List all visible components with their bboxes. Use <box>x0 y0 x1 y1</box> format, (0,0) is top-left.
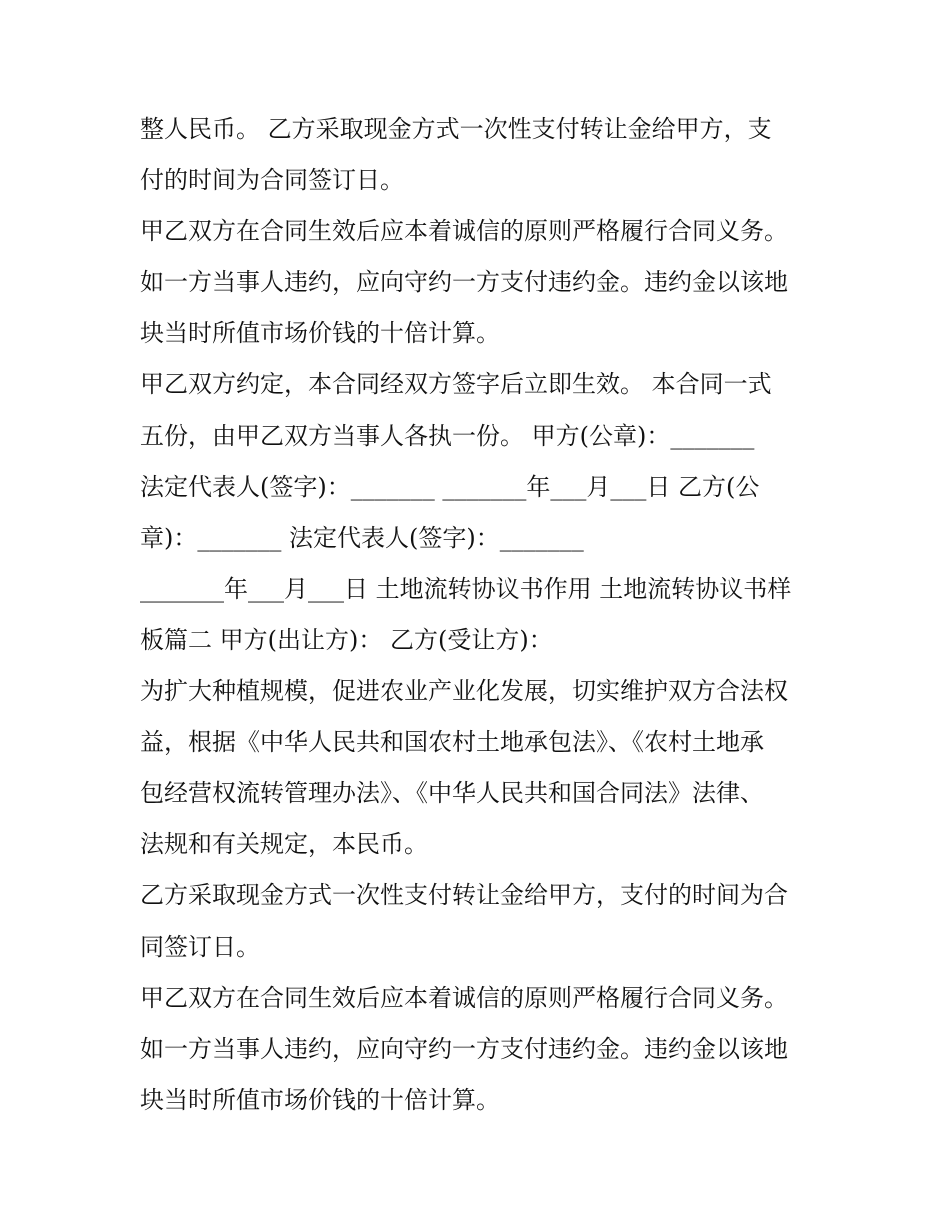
text-line: 板篇二 甲方(出让方)： 乙方(受让方)： <box>140 625 553 654</box>
text-line: 法规和有关规定，本民币。 <box>140 830 428 859</box>
text-line: 块当时所值市场价钱的十倍计算。 <box>140 319 500 348</box>
text-line: 甲乙双方在合同生效后应本着诚信的原则严格履行合同义务。 <box>140 983 788 1012</box>
text-line: 法定代表人(签字)：_______ _______年___月___日 乙方(公 <box>140 472 760 501</box>
text-line: 甲乙双方在合同生效后应本着诚信的原则严格履行合同义务。 <box>140 217 788 246</box>
text-line: 章)：_______ 法定代表人(签字)：_______ <box>140 523 584 552</box>
text-line: 同签订日。 <box>140 932 260 961</box>
text-line: 如一方当事人违约，应向守约一方支付违约金。违约金以该地 <box>140 1034 788 1063</box>
text-line: 包经营权流转管理办法》、《中华人民共和国合同法》法律、 <box>140 779 764 808</box>
text-line: 整人民币。 乙方采取现金方式一次性支付转让金给甲方，支 <box>140 115 772 143</box>
text-line: 为扩大种植规模，促进农业产业化发展，切实维护双方合法权 <box>140 677 788 706</box>
text-line: 乙方采取现金方式一次性支付转让金给甲方，支付的时间为合 <box>140 881 788 910</box>
text-line: 甲乙双方约定，本合同经双方签字后立即生效。 本合同一式 <box>140 370 772 399</box>
document-body <box>140 104 820 1126</box>
text-line: _______年___月___日 土地流转协议书作用 土地流转协议书样 <box>140 574 792 603</box>
text-line: 益，根据《中华人民共和国农村土地承包法》、《农村土地承 <box>140 728 764 757</box>
text-line: 付的时间为合同签订日。 <box>140 166 404 195</box>
text-line: 五份，由甲乙双方当事人各执一份。 甲方(公章)：_______ <box>140 421 755 450</box>
text-line: 如一方当事人违约，应向守约一方支付违约金。违约金以该地 <box>140 268 788 297</box>
text-line: 块当时所值市场价钱的十倍计算。 <box>140 1085 500 1114</box>
